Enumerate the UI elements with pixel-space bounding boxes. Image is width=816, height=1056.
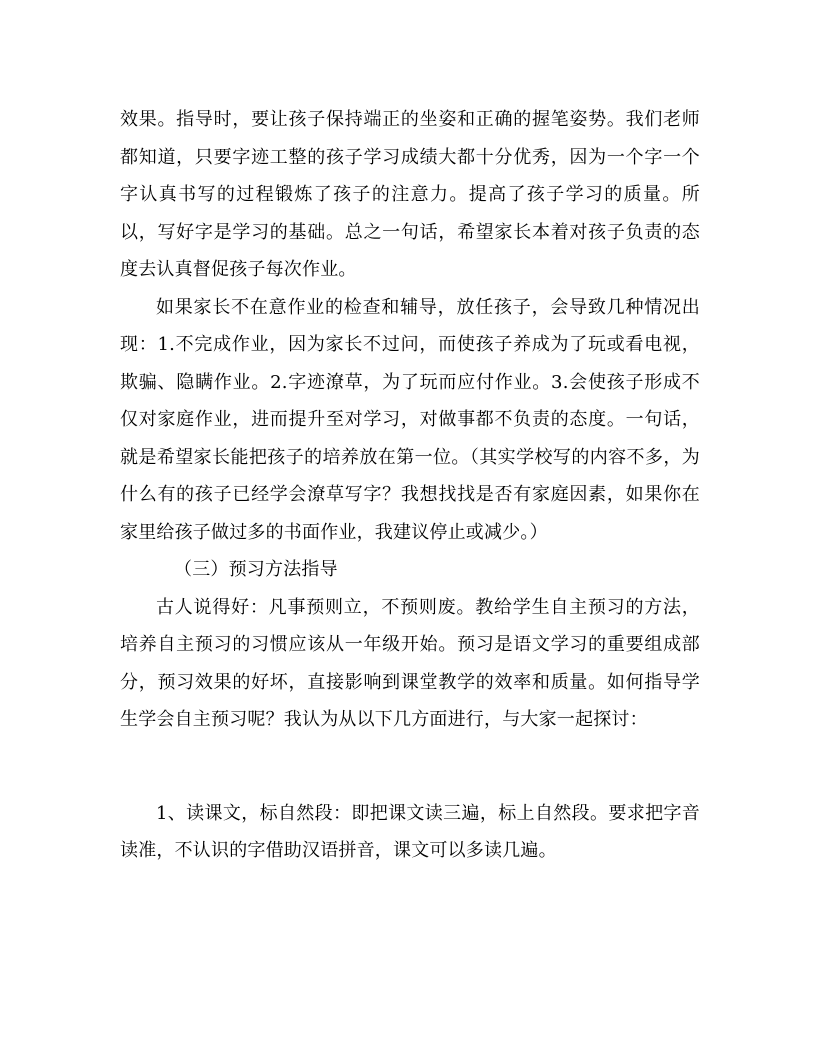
paragraph-read-text: 1、读课文，标自然段：即把课文读三遍，标上自然段。要求把字音读准，不认识的字借助汉语拼音，课文可以多读几遍。 bbox=[120, 802, 700, 861]
paragraph-parent-homework: 如果家长不在意作业的检查和辅导，放任孩子，会导致几种情况出现：1.不完成作业，因为家长不过问，而使孩子养成为了玩或看电视，欺骗、隐瞒作业。2.字迹潦草，为了玩而应付作业。3.会使孩子形成不仅对家庭作业，进而提升至对学习，对做事都不负责的态度。一句话，就是希望家长能把孩子的培养放在第一位。（其实学校写的内容不多，为什么有的孩子已经学会潦草写字？我想找找是否有家庭因素，如果你在家里给孩子做过多的书面作业，我建议停止或减少。） bbox=[120, 296, 700, 543]
document-body bbox=[120, 101, 700, 870]
paragraph-handwriting-effect: 效果。指导时，要让孩子保持端正的坐姿和正确的握笔姿势。我们老师都知道，只要字迹工整的孩子学习成绩大都十分优秀，因为一个字一个字认真书写的过程锻炼了孩子的注意力。提高了孩子学习的质量。所以，写好字是学习的基础。总之一句话，希望家长本着对孩子负责的态度去认真督促孩子每次作业。 bbox=[120, 109, 700, 280]
paragraph-spacer bbox=[120, 739, 700, 795]
paragraph-preview-intro: 古人说得好：凡事预则立，不预则废。教给学生自主预习的方法，培养自主预习的习惯应该从一年级开始。预习是语文学习的重要组成部分，预习效果的好坏，直接影响到课堂教学的效率和质量。如何指导学生学会自主预习呢？我认为从以下几方面进行，与大家一起探讨： bbox=[120, 596, 700, 730]
section-heading-preview-method: （三）预习方法指导 bbox=[174, 559, 338, 580]
